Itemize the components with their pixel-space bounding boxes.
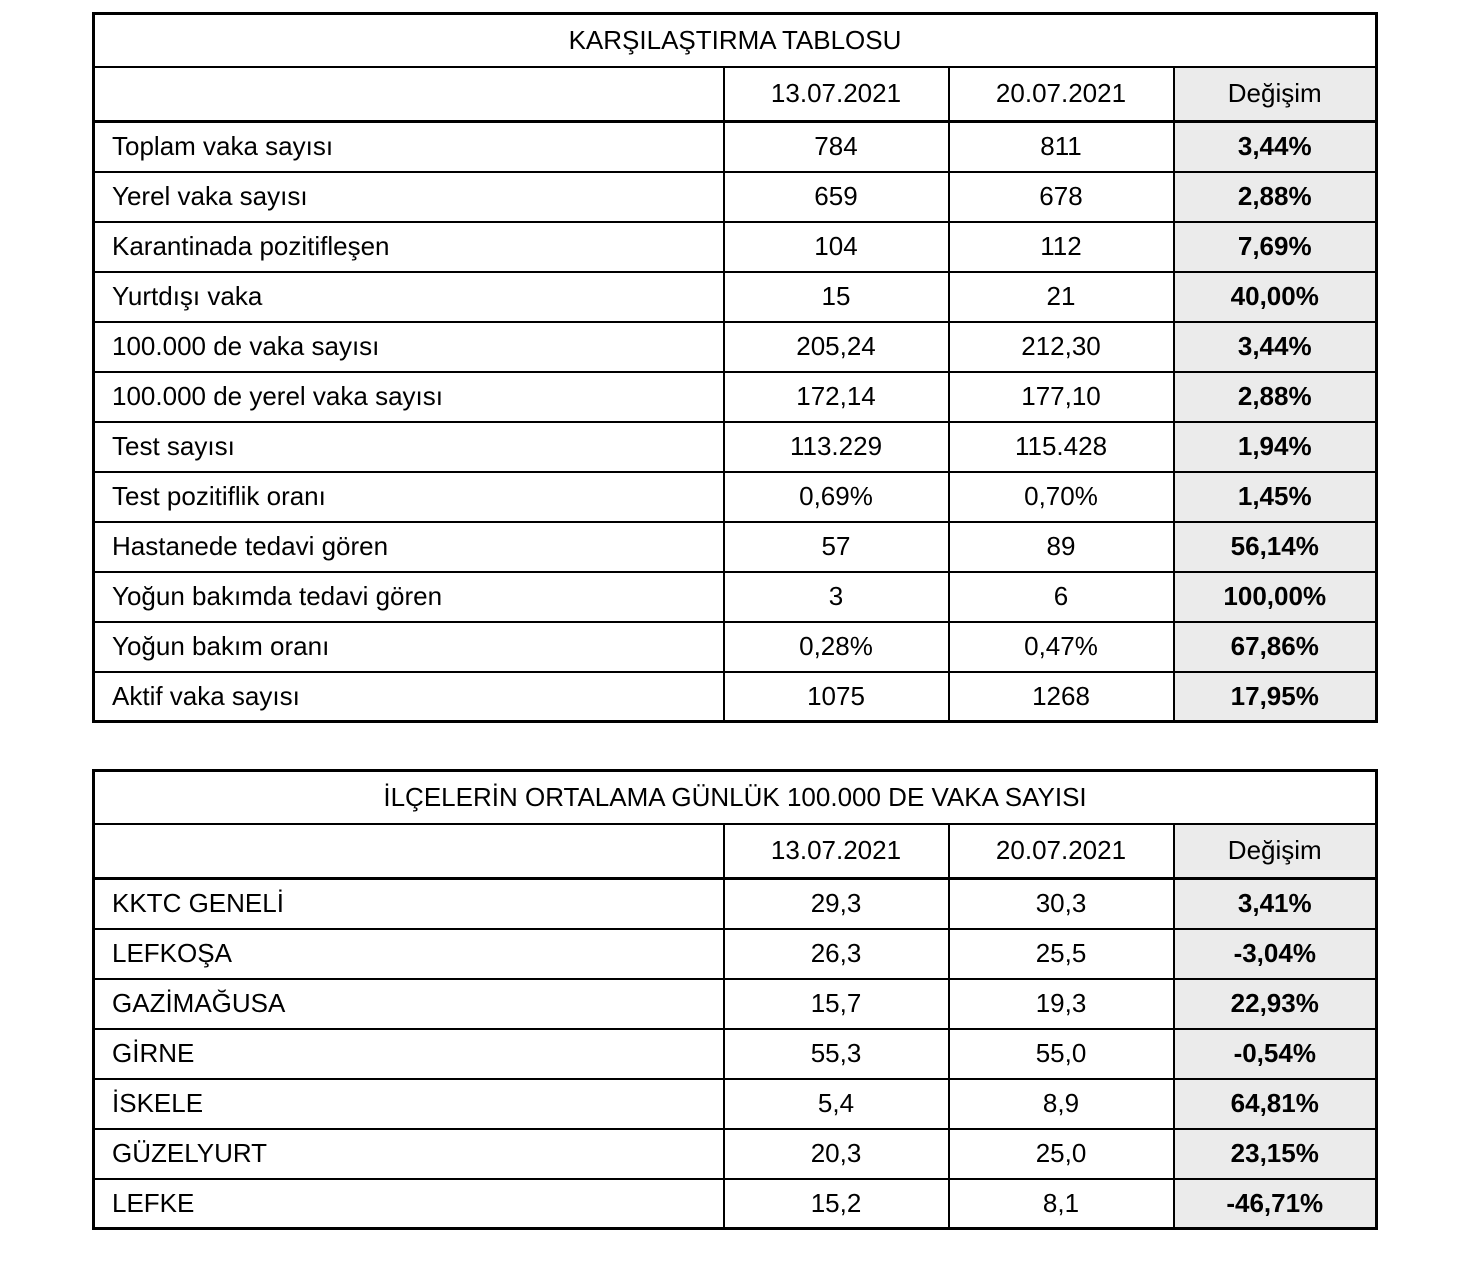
value-date-2: 89 (949, 522, 1174, 572)
comparison-table (92, 12, 1378, 723)
row-label: GÜZELYURT (94, 1129, 724, 1179)
row-label: Hastanede tedavi gören (94, 522, 724, 572)
column-header-date-1: 13.07.2021 (724, 824, 949, 879)
table-row (94, 372, 1377, 422)
change-value: 3,44% (1174, 122, 1377, 172)
row-label: LEFKOŞA (94, 929, 724, 979)
value-date-2: 678 (949, 172, 1174, 222)
row-label: KKTC GENELİ (94, 879, 724, 929)
change-value: -46,71% (1174, 1179, 1377, 1229)
value-date-1: 15,7 (724, 979, 949, 1029)
value-date-1: 26,3 (724, 929, 949, 979)
row-label: Aktif vaka sayısı (94, 672, 724, 722)
value-date-1: 57 (724, 522, 949, 572)
table-row (94, 1029, 1377, 1079)
table-row (94, 672, 1377, 722)
change-value: 1,45% (1174, 472, 1377, 522)
value-date-1: 55,3 (724, 1029, 949, 1079)
value-date-1: 15,2 (724, 1179, 949, 1229)
value-date-2: 21 (949, 272, 1174, 322)
change-value: -3,04% (1174, 929, 1377, 979)
value-date-1: 15 (724, 272, 949, 322)
table-row (94, 122, 1377, 172)
table-row (94, 1179, 1377, 1229)
value-date-2: 25,0 (949, 1129, 1174, 1179)
table-row (94, 272, 1377, 322)
value-date-2: 0,47% (949, 622, 1174, 672)
column-header-change: Değişim (1174, 824, 1377, 879)
table-row (94, 1079, 1377, 1129)
value-date-2: 6 (949, 572, 1174, 622)
table-row (94, 929, 1377, 979)
table-row (94, 172, 1377, 222)
change-value: 17,95% (1174, 672, 1377, 722)
change-value: 22,93% (1174, 979, 1377, 1029)
change-value: 3,41% (1174, 879, 1377, 929)
value-date-1: 784 (724, 122, 949, 172)
change-value: 3,44% (1174, 322, 1377, 372)
value-date-2: 212,30 (949, 322, 1174, 372)
value-date-2: 112 (949, 222, 1174, 272)
value-date-1: 113.229 (724, 422, 949, 472)
row-label: Yerel vaka sayısı (94, 172, 724, 222)
value-date-2: 30,3 (949, 879, 1174, 929)
value-date-1: 1075 (724, 672, 949, 722)
column-header-change: Değişim (1174, 67, 1377, 122)
column-header-date-2: 20.07.2021 (949, 67, 1174, 122)
change-value: 64,81% (1174, 1079, 1377, 1129)
row-label: Yoğun bakımda tedavi gören (94, 572, 724, 622)
change-value: 100,00% (1174, 572, 1377, 622)
row-label: Test pozitiflik oranı (94, 472, 724, 522)
comparison-table-title-row (94, 14, 1377, 67)
change-value: 2,88% (1174, 172, 1377, 222)
value-date-2: 25,5 (949, 929, 1174, 979)
row-label: GAZİMAĞUSA (94, 979, 724, 1029)
table-row (94, 522, 1377, 572)
change-value: 67,86% (1174, 622, 1377, 672)
comparison-table-title: KARŞILAŞTIRMA TABLOSU (94, 14, 1377, 67)
districts-table (92, 769, 1378, 1230)
column-header-date-1: 13.07.2021 (724, 67, 949, 122)
value-date-2: 19,3 (949, 979, 1174, 1029)
value-date-2: 811 (949, 122, 1174, 172)
table-row (94, 622, 1377, 672)
change-value: 1,94% (1174, 422, 1377, 472)
districts-table-title-row (94, 771, 1377, 824)
value-date-1: 104 (724, 222, 949, 272)
table-row (94, 422, 1377, 472)
row-label: 100.000 de vaka sayısı (94, 322, 724, 372)
districts-table-title: İLÇELERİN ORTALAMA GÜNLÜK 100.000 DE VAKA SAYISI (94, 771, 1377, 824)
column-header-empty (94, 67, 724, 122)
table-row (94, 222, 1377, 272)
value-date-2: 115.428 (949, 422, 1174, 472)
value-date-1: 29,3 (724, 879, 949, 929)
table-row (94, 322, 1377, 372)
row-label: GİRNE (94, 1029, 724, 1079)
value-date-1: 20,3 (724, 1129, 949, 1179)
table-row (94, 572, 1377, 622)
value-date-1: 659 (724, 172, 949, 222)
value-date-1: 0,69% (724, 472, 949, 522)
change-value: 23,15% (1174, 1129, 1377, 1179)
table-row (94, 1129, 1377, 1179)
change-value: 56,14% (1174, 522, 1377, 572)
table-row (94, 979, 1377, 1029)
row-label: LEFKE (94, 1179, 724, 1229)
row-label: Test sayısı (94, 422, 724, 472)
value-date-2: 55,0 (949, 1029, 1174, 1079)
change-value: -0,54% (1174, 1029, 1377, 1079)
value-date-2: 8,9 (949, 1079, 1174, 1129)
row-label: Yoğun bakım oranı (94, 622, 724, 672)
row-label: Toplam vaka sayısı (94, 122, 724, 172)
change-value: 40,00% (1174, 272, 1377, 322)
value-date-1: 0,28% (724, 622, 949, 672)
row-label: İSKELE (94, 1079, 724, 1129)
table-row (94, 879, 1377, 929)
value-date-2: 0,70% (949, 472, 1174, 522)
value-date-1: 3 (724, 572, 949, 622)
value-date-1: 172,14 (724, 372, 949, 422)
value-date-1: 5,4 (724, 1079, 949, 1129)
row-label: Yurtdışı vaka (94, 272, 724, 322)
column-header-empty (94, 824, 724, 879)
change-value: 2,88% (1174, 372, 1377, 422)
value-date-2: 8,1 (949, 1179, 1174, 1229)
comparison-table-header-row (94, 67, 1377, 122)
value-date-1: 205,24 (724, 322, 949, 372)
change-value: 7,69% (1174, 222, 1377, 272)
value-date-2: 177,10 (949, 372, 1174, 422)
row-label: Karantinada pozitifleşen (94, 222, 724, 272)
districts-table-header-row (94, 824, 1377, 879)
row-label: 100.000 de yerel vaka sayısı (94, 372, 724, 422)
table-row (94, 472, 1377, 522)
districts-table-body (94, 879, 1377, 1229)
column-header-date-2: 20.07.2021 (949, 824, 1174, 879)
comparison-table-body (94, 122, 1377, 722)
value-date-2: 1268 (949, 672, 1174, 722)
